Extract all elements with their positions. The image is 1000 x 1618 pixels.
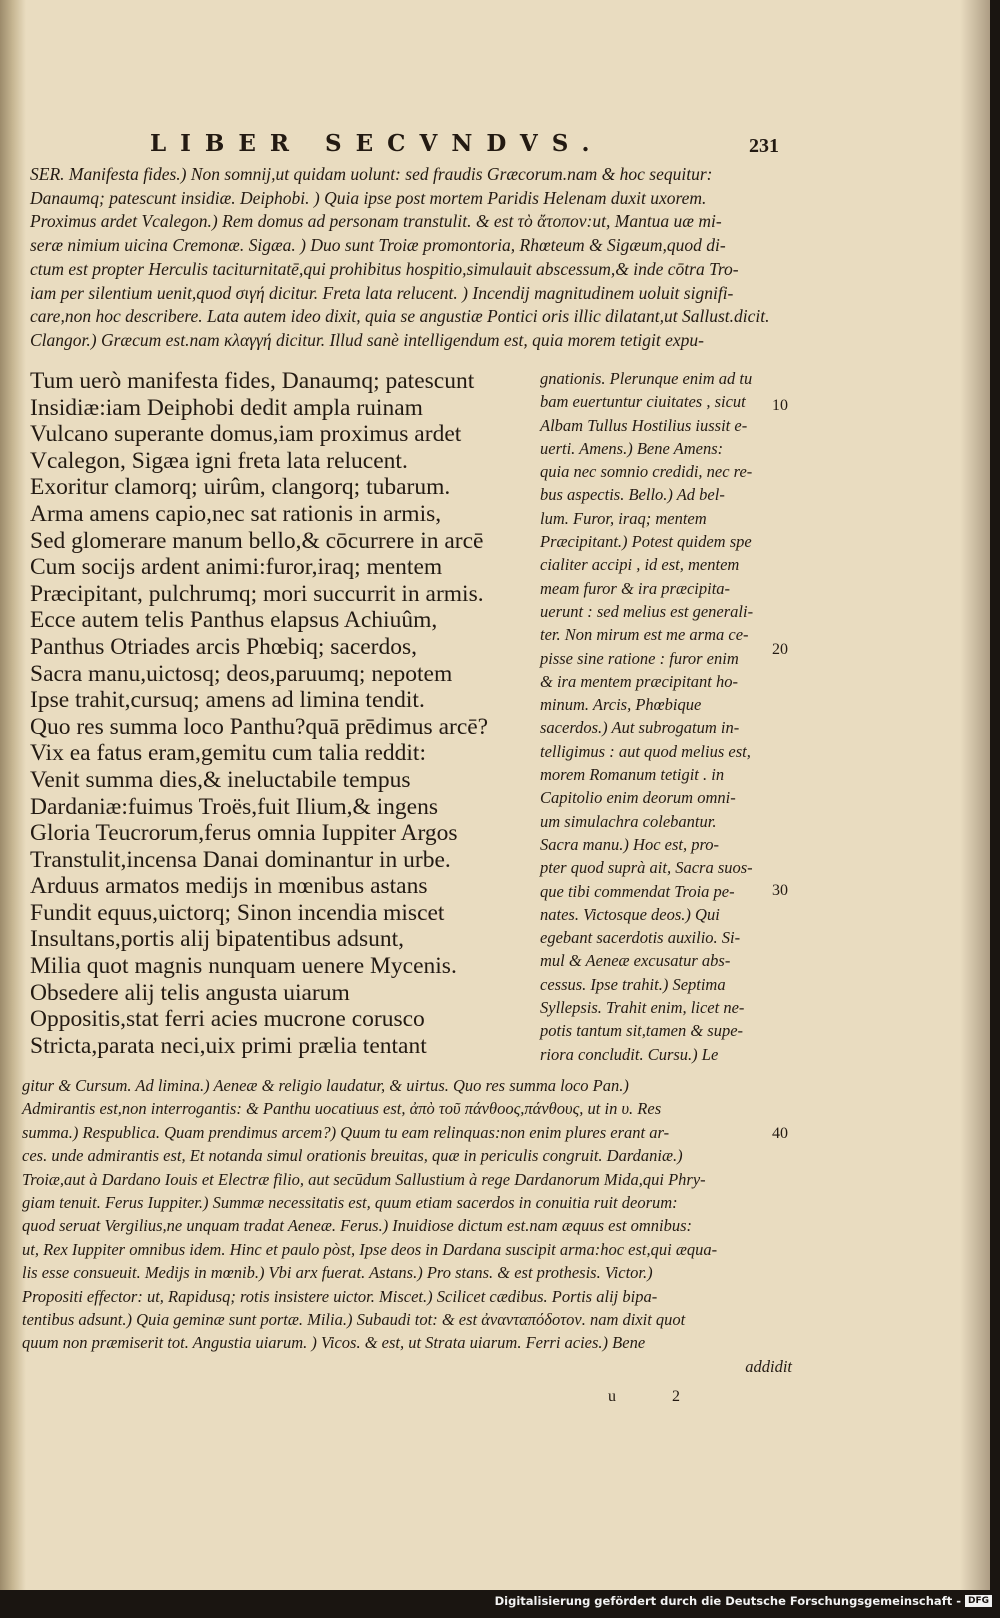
line-number: 20 xyxy=(772,641,788,658)
verse-line: Vcalegon, Sigæa igni freta lata relucent. xyxy=(30,447,408,474)
line-number: 40 xyxy=(772,1125,788,1142)
commentary-line: Propositi effector: ut, Rapidusq; rotis insistere uictor. Miscet.) Scilicet cædibus. Portis alij bipa- xyxy=(22,1286,658,1306)
verse-line: Venit summa dies,& ineluctabile tempus xyxy=(30,766,411,793)
verse-line: Vulcano superante domus,iam proximus ardet xyxy=(30,421,462,448)
commentary-line: giam tenuit. Ferus Iuppiter.) Summæ necessitatis est, quum etiam sacerdos in conuitia ruit deorum: xyxy=(22,1193,678,1213)
verse-line: Gloria Teucrorum,ferus omnia Iuppiter Argos xyxy=(30,820,458,847)
verse-line: Stricta,parata neci,uix primi prælia tentant xyxy=(30,1032,427,1059)
verse-line: Vix ea fatus eram,gemitu cum talia reddit: xyxy=(30,740,426,767)
commentary-line: gitur & Cursum. Ad limina.) Aeneæ & religio laudatur, & uirtus. Quo res summa loco Pan.) xyxy=(22,1076,629,1095)
side-line: bus aspectis. Bello.) Ad bel- xyxy=(540,485,725,505)
side-line: Præcipitant.) Potest quidem spe xyxy=(540,532,752,552)
verse-line: Exoritur clamorq; uirûm, clangorq; tubarum. xyxy=(30,474,451,501)
verse-line: Arduus armatos medijs in mœnibus astans xyxy=(30,873,428,900)
commentary-line: iam per silentium uenit,quod σιγή dicitur. Freta lata relucent. ) Incendij magnitudinem uoluit signifi- xyxy=(30,282,734,303)
signature-mark: u 2 xyxy=(608,1388,706,1405)
commentary-line: ces. unde admirantis est, Et notanda simul orationis breuitas, quæ in periculis congruit. Dardaniæ.) xyxy=(22,1146,683,1166)
verse-line: Obsedere alij telis angusta uiarum xyxy=(30,979,350,1006)
side-line: egebant sacerdotis auxilio. Si- xyxy=(540,928,741,948)
footer-text: Digitalisierung gefördert durch die Deutsche Forschungsgemeinschaft - xyxy=(494,1594,961,1608)
commentary-line: quum non præmiserit tot. Angustia uiarum. ) Vicos. & est, ut Strata uiarum. Ferri acies.) Bene xyxy=(22,1333,646,1353)
verse-line: Transtulit,incensa Danai dominantur in urbe. xyxy=(30,846,451,873)
running-head: LIBER SECVNDVS. xyxy=(150,130,604,157)
verse-line: Cum socijs ardent animi:furor,iraq; mentem xyxy=(30,554,443,581)
verse-line: Insultans,portis alij bipatentibus adsunt, xyxy=(30,926,405,953)
verse-line: Insidiæ:iam Deiphobi dedit ampla ruinam xyxy=(30,394,423,421)
commentary-line: summa.) Respublica. Quam prendimus arcem?) Quum tu eam relinquas:non enim plures erant ar- xyxy=(22,1122,670,1142)
side-line: um simulachra colebantur. xyxy=(540,811,717,831)
side-line: telligimus : aut quod melius est, xyxy=(540,741,751,761)
side-line: Sacra manu.) Hoc est, pro- xyxy=(540,834,720,854)
commentary-line: SER. Manifesta fides.) Non somnij,ut quidam uolunt: sed fraudis Græcorum.nam & hoc sequitur: xyxy=(30,164,713,184)
commentary-line: tentibus adsunt.) Quia geminæ sunt portæ. Milia.) Subaudi tot: & est ἀνανταπόδοτον. nam dixit quot xyxy=(22,1310,686,1330)
side-line: Syllepsis. Trahit enim, licet ne- xyxy=(540,998,745,1018)
side-line: riora concludit. Cursu.) Le xyxy=(540,1044,719,1064)
commentary-line: Clangor.) Græcum est.nam κλαγγή dicitur. Illud sanè intelligendum est, quia morem tetigit expu- xyxy=(30,329,705,350)
verse-line: Milia quot magnis nunquam uenere Mycenis. xyxy=(30,953,457,980)
side-line: que tibi commendat Troia pe- xyxy=(540,881,735,901)
commentary-top-block xyxy=(30,163,790,353)
commentary-line: Admirantis est,non interrogantis: & Panthu uocatiuus est, ἀπὸ τοῦ πάνθοος,πάνθους, ut in υ. Res xyxy=(22,1099,662,1119)
commentary-line: lis esse consueuit. Medijs in mœnib.) Vbi arx fuerat. Astans.) Pro stans. & est prothesis. Victor.) xyxy=(22,1263,653,1283)
verse-line: Præcipitant, pulchrumq; mori succurrit in armis. xyxy=(30,580,484,607)
commentary-line: Troiæ,aut à Dardano Iouis et Electræ filio, aut secūdum Sallustium à rege Dardanorum Mida,qui Phry- xyxy=(22,1169,706,1189)
verse-line: Oppositis,stat ferri acies mucrone corusco xyxy=(30,1006,425,1033)
line-number: 10 xyxy=(772,397,788,414)
side-line: uerunt : sed melius est generali- xyxy=(540,601,754,621)
commentary-line: ut, Rex Iuppiter omnibus idem. Hinc et paulo pòst, Ipse deos in Dardana suscipit arma:hoc est,qui æqua- xyxy=(22,1239,718,1259)
commentary-bottom-block xyxy=(22,1074,792,1378)
verse-line: Sed glomerare manum bello,& cōcurrere in arcē xyxy=(30,527,484,554)
verse-line: Arma amens capio,nec sat rationis in armis, xyxy=(30,500,442,527)
verse-line: Ecce autem telis Panthus elapsus Achiuûm, xyxy=(30,607,438,634)
commentary-line: care,non hoc describere. Lata autem ideo dixit, quia se angustiæ Pontici oris illic dilatant,ut Sallust.dicit. xyxy=(30,306,770,327)
verse-line: Tum uerò manifesta fides, Danaumq; patescunt xyxy=(30,368,475,394)
side-line: meam furor & ira præcipita- xyxy=(540,578,731,598)
side-line: cessus. Ipse trahit.) Septima xyxy=(540,974,726,994)
page-number: 231 xyxy=(749,135,779,157)
verse-line: Ipse trahit,cursuq; amens ad limina tendit. xyxy=(30,687,425,714)
side-line: morem Romanum tetigit . in xyxy=(540,765,725,785)
commentary-line: Proximus ardet Vcalegon.) Rem domus ad personam transtulit. & est τὸ ἄτοπον:ut, Mantua uæ mi- xyxy=(30,211,722,232)
side-line: cialiter accipi , id est, mentem xyxy=(540,555,740,575)
verse-line: Quo res summa loco Panthu?quā prēdimus arcē? xyxy=(30,713,489,740)
page-fold-shadow xyxy=(960,0,990,1590)
verse-line: Panthus Otriades arcis Phœbiq; sacerdos, xyxy=(30,633,418,660)
side-line: gnationis. Plerunque enim ad tu xyxy=(540,369,753,388)
commentary-line: ctum est propter Herculis taciturnitatē,qui prohibitus hospitio,simulauit abscessum,& inde cōtra Tro- xyxy=(30,258,739,279)
side-line: uerti. Amens.) Bene Amens: xyxy=(540,438,724,458)
commentary-line: seræ nimium uicina Cremonæ. Sigæa. ) Duo sunt Troiæ promontoria, Rhœteum & Sigæum,quod di- xyxy=(30,235,726,256)
side-line: mul & Aeneæ excusatur abs- xyxy=(540,951,731,971)
side-line: lum. Furor, iraq; mentem xyxy=(540,508,707,528)
side-line: nates. Victosque deos.) Qui xyxy=(540,904,720,924)
verse-line: Dardaniæ:fuimus Troës,fuit Ilium,& ingens xyxy=(30,793,438,820)
side-line: pter quod suprà ait, Sacra suos- xyxy=(540,858,753,878)
commentary-side-column xyxy=(540,367,780,1066)
verse-line: Fundit equus,uictorq; Sinon incendia miscet xyxy=(30,899,445,926)
side-line: & ira mentem præcipitant ho- xyxy=(540,671,738,691)
digitization-footer xyxy=(495,1594,992,1608)
dfg-logo-icon: DFG xyxy=(965,1595,992,1607)
commentary-line: addidit xyxy=(745,1356,792,1376)
side-line: pisse sine ratione : furor enim xyxy=(540,648,739,668)
commentary-line: Danaumq; patescunt insidiæ. Deiphobi. ) Quia ipse post mortem Paridis Helenam duxit uxorem. xyxy=(30,187,707,208)
line-number: 30 xyxy=(772,882,788,899)
side-line: quia nec somnio credidi, nec re- xyxy=(540,462,753,482)
poem-verse-block xyxy=(30,368,530,1059)
side-line: ter. Non mirum est me arma ce- xyxy=(540,625,749,645)
verse-line: Sacra manu,uictosq; deos,paruumq; nepotem xyxy=(30,660,453,687)
commentary-line: quod seruat Vergilius,ne unquam tradat Aeneæ. Ferus.) Inuidiose dictum est.nam æquus est omnibus: xyxy=(22,1216,693,1236)
side-line: sacerdos.) Aut subrogatum in- xyxy=(540,718,740,738)
side-line: bam euertuntur ciuitates , sicut xyxy=(540,392,746,412)
side-line: Albam Tullus Hostilius iussit e- xyxy=(540,415,748,435)
side-line: minum. Arcis, Phœbique xyxy=(540,695,702,715)
side-line: potis tantum sit,tamen & supe- xyxy=(540,1021,744,1041)
side-line: Capitolio enim deorum omni- xyxy=(540,788,736,808)
